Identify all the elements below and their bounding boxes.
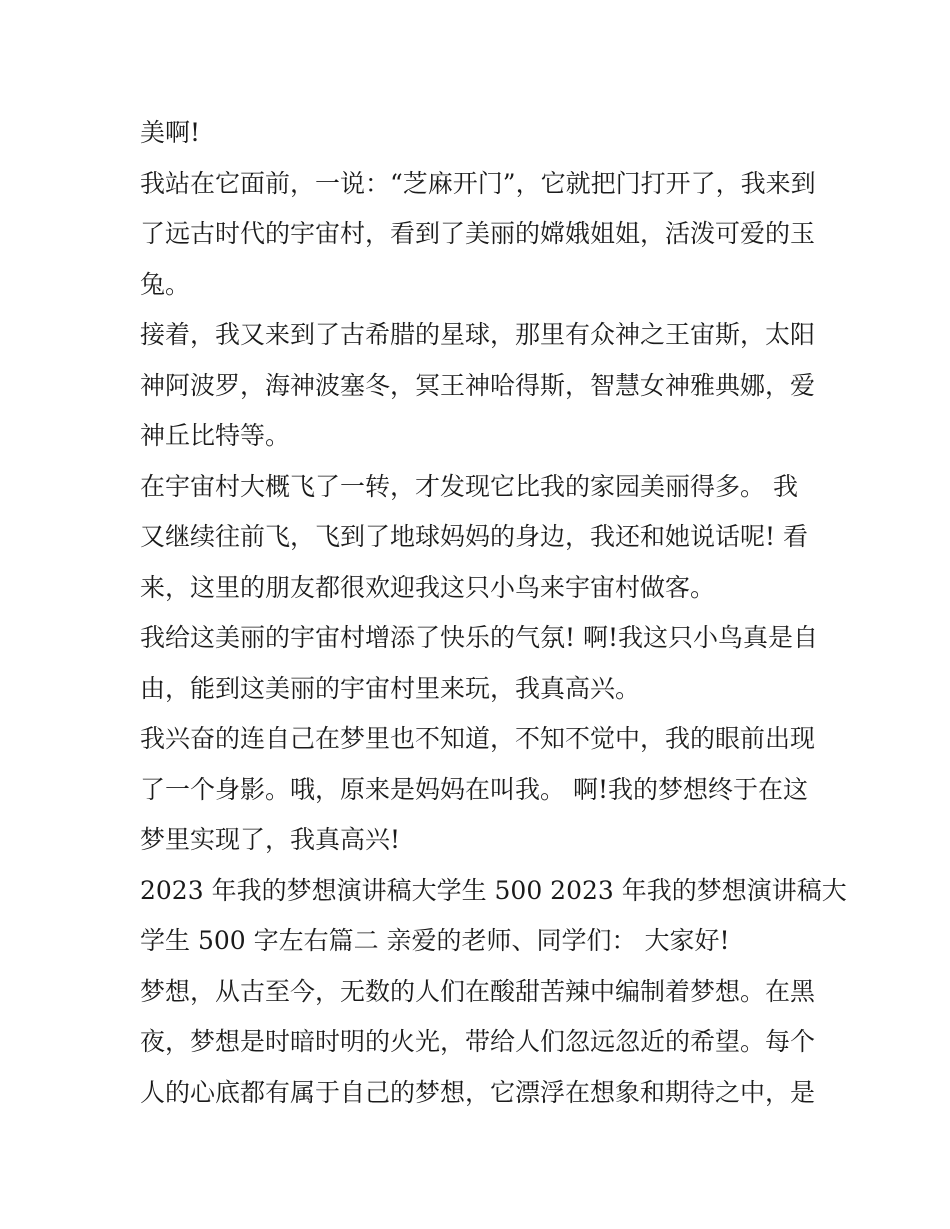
- body-text: [140, 108, 847, 1118]
- text-line: 美啊!: [140, 118, 201, 147]
- text-line: 了一个身影。哦，原来是妈妈在叫我。 啊!我的梦想终于在这: [140, 774, 808, 804]
- text-line: 我给这美丽的宇宙村增添了快乐的气氛! 啊!我这只小鸟真是自: [140, 623, 819, 652]
- text-line: 梦想，从古至今，无数的人们在酸甜苦辣中编制着梦想。在黑: [140, 976, 816, 1006]
- text-line: 神丘比特等。: [140, 421, 291, 450]
- text-line: 夜，梦想是时暗时明的火光，带给人们忽远忽近的希望。每个: [140, 1027, 816, 1056]
- text-line: 学生 500 字左右篇二 亲爱的老师、同学们： 大家好!: [140, 926, 730, 955]
- text-line: 了远古时代的宇宙村，看到了美丽的嫦娥姐姐，活泼可爱的玉: [140, 219, 816, 248]
- paragraph-4: [140, 462, 820, 614]
- text-line: 接着，我又来到了古希腊的星球，那里有众神之王宙斯，太阳: [140, 320, 816, 349]
- text-line: 兔。: [140, 269, 191, 299]
- text-line: 2023 年我的梦想演讲稿大学生 500 2023 年我的梦想演讲稿大: [140, 875, 847, 905]
- text-line: 我兴奋的连自己在梦里也不知道，不知不觉中，我的眼前出现: [140, 724, 816, 753]
- text-line: 神阿波罗，海神波塞冬，冥王神哈得斯，智慧女神雅典娜，爱: [140, 370, 816, 400]
- paragraph-5: [140, 613, 820, 714]
- text-line: 梦里实现了，我真高兴!: [140, 825, 401, 854]
- text-line: 我站在它面前，一说：“芝麻开门”，它就把门打开了，我来到: [140, 168, 816, 198]
- text-line: 由，能到这美丽的宇宙村里来玩，我真高兴。: [140, 673, 641, 703]
- paragraph-3: [140, 310, 820, 462]
- paragraph-6: [140, 714, 820, 866]
- paragraph-8: [140, 967, 820, 1119]
- text-line: 在宇宙村大概飞了一转，才发现它比我的家园美丽得多。 我: [140, 471, 798, 501]
- text-line: 人的心底都有属于自己的梦想，它漂浮在想象和期待之中，是: [140, 1077, 816, 1107]
- paragraph-1: [140, 108, 820, 159]
- text-line: 又继续往前飞，飞到了地球妈妈的身边，我还和她说话呢! 看: [140, 522, 808, 551]
- paragraph-7: [140, 866, 847, 967]
- text-line: 来，这里的朋友都很欢迎我这只小鸟来宇宙村做客。: [140, 572, 716, 602]
- paragraph-2: [140, 159, 820, 311]
